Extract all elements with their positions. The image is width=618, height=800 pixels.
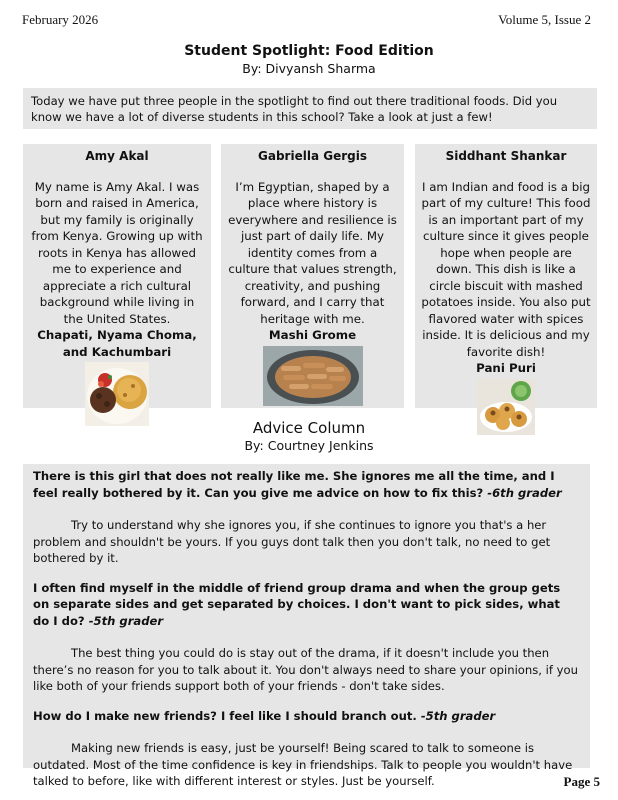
dish-name: Pani Puri [476,361,536,375]
advice-question: There is this girl that does not really like me. She ignores me all the time, and I feel really bothered by it. Can you give me advice on how to fix this? -6th grader [33,469,562,500]
mashi-pot-image [263,346,363,406]
student-story: I am Indian and food is a big part of my culture! This food is an important part of my culture since it gives people hope when people are down. This dish is like a circle biscuit with mashed potatoes inside. You also put flavored water with spices inside. It is delicious and my favorite dish! [421,179,591,359]
spotlight-title: Student Spotlight: Food Edition [184,43,434,59]
volume-issue: Volume 5, Issue 2 [498,12,591,27]
advice-title: Advice Column [252,419,366,437]
student-story: My name is Amy Akal. I was born and raised in America, but my family is originally from Kenya. Growing up with roots in Kenya has allowed me to experience and appreciate a rich cultural background while living in the United States. [31,179,203,326]
dish-name: Mashi Grome [268,328,357,342]
spotlight-card-gabriella [221,144,404,408]
advice-answer: Try to understand why she ignores you, if she continues to ignore you that's a her problem and shouldn't be yours. If you guys dont talk then you don't talk, no need to get bothered by it. [33,518,551,565]
asker-grade: -6th grader [487,485,562,500]
asker-grade: -5th grader [88,613,164,628]
advice-byline: By: Courtney Jenkins [244,438,374,453]
advice-question: I often find myself in the middle of friend group drama and when the group gets on separate sides and get separated by choices. I don't want to pick sides, what do I do? -5th grader [33,580,561,628]
student-story: I’m Egyptian, shaped by a place where history is everywhere and resilience is just part of daily life. My identity comes from a culture that values strength, creativity, and pushing forward, and I carry that heritage with me. [228,179,397,326]
advice-answer: Making new friends is easy, just be yourself! Being scared to talk to someone is outdated. Most of the time confidence is key in friendships. Talk to people you wouldn't have talked to before, like with different interest or styles. Just be yourself. [33,741,573,788]
spotlight-intro: Today we have put three people in the spotlight to find out there traditional foods. Did you know we have a lot of diverse students in this school? Take a look at just a few! [23,88,597,129]
page-number: Page 5 [563,774,600,789]
advice-answer: The best thing you could do is stay out of the drama, if it doesn't include you then there’s no reason for you to talk about it. You don't always need to share your opinions, if you like both of your friends support both of your friends - don't take sides. [33,646,578,693]
spotlight-card-siddhant [415,144,597,408]
student-name: Siddhant Shankar [445,149,567,163]
advice-question: How do I make new friends? I feel like I should branch out. -5th grader [33,708,496,723]
asker-grade: -5th grader [420,708,496,723]
student-name: Amy Akal [85,149,149,163]
issue-date: February 2026 [22,12,99,27]
spotlight-byline: By: Divyansh Sharma [242,61,376,76]
student-name: Gabriella Gergis [258,149,367,163]
chapati-plate-image [85,362,149,426]
spotlight-card-amy [23,144,211,408]
dish-name: Chapati, Nyama Choma, and Kachumbari [37,328,197,359]
